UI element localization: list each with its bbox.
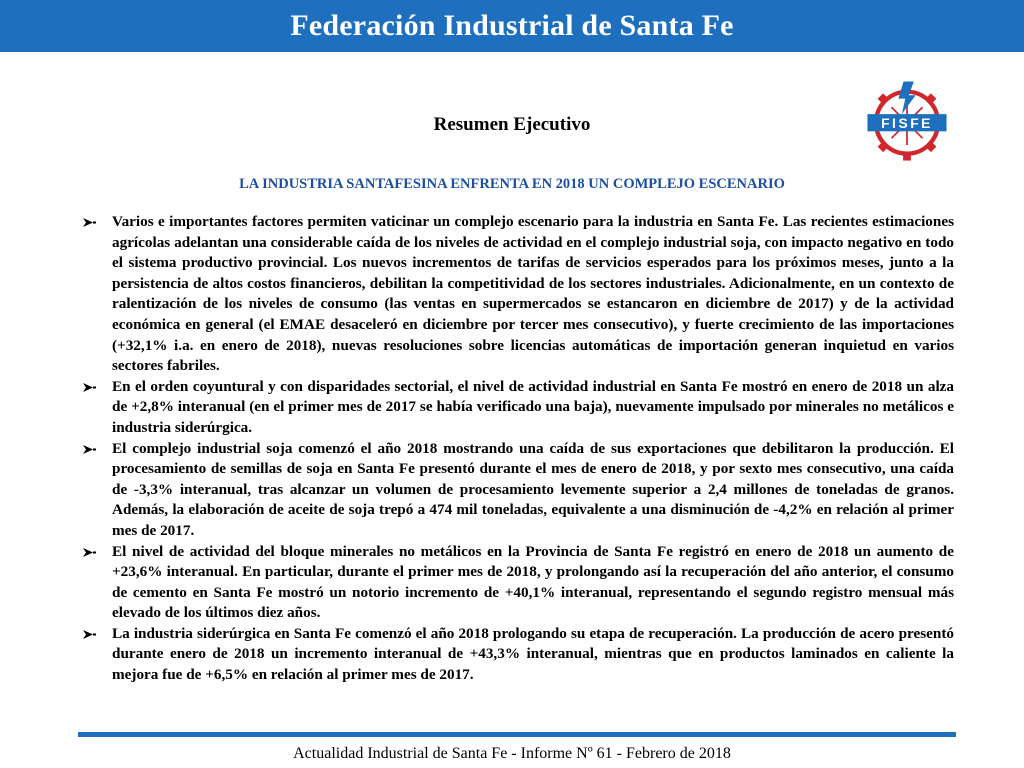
bullet-item xyxy=(80,377,954,439)
header-band xyxy=(0,0,1024,52)
arrow-bullet-icon xyxy=(82,381,98,394)
logo-wordmark: FISFE xyxy=(881,115,933,131)
arrow-bullet-icon xyxy=(82,443,98,456)
arrow-bullet-icon xyxy=(82,546,98,559)
bottom-divider xyxy=(78,732,956,737)
footer-text: Actualidad Industrial de Santa Fe - Informe Nº 61 - Febrero de 2018 xyxy=(293,745,731,762)
arrow-bullet-icon xyxy=(82,628,98,641)
bullet-item xyxy=(80,439,954,542)
headline: LA INDUSTRIA SANTAFESINA ENFRENTA EN 2018 UN COMPLEJO ESCENARIO xyxy=(239,176,785,192)
page-header-title: Federación Industrial de Santa Fe xyxy=(290,9,734,42)
summary-bullet-list xyxy=(80,212,954,686)
section-title: Resumen Ejecutivo xyxy=(433,114,591,135)
bullet-text: Varios e importantes factores permiten vaticinar un complejo escenario para la industria en Santa Fe. Las recientes estimaciones agrícolas adelantan una considerable caída de los niveles de actividad en el complejo industrial soja, con impacto negativo en todo el sistema productivo provincial. Los nuevos incrementos de tarifas de servicios esperados para los próximos meses, junto a la persistencia de altos costos financieros, debilitan la competitividad de los sectores industriales. Adicionalmente, en un contexto de ralentización de los niveles de consumo (las ventas en supermercados se estancaron en diciembre de 2017) y de la actividad económica en general (el EMAE desaceleró en diciembre por tercer mes consecutivo), y fuerte crecimiento de las importaciones (+32,1% i.a. en enero de 2018), nuevas resoluciones sobre licencias automáticas de importación generan inquietud en varios sectores fabriles. xyxy=(112,213,954,375)
bullet-text: En el orden coyuntural y con disparidades sectorial, el nivel de actividad industrial en Santa Fe mostró en enero de 2018 un alza de +2,8% interanual (en el primer mes de 2017 se había verificado una baja), nuevamente impulsado por minerales no metálicos e industria siderúrgica. xyxy=(112,377,954,436)
bullet-text: El complejo industrial soja comenzó el año 2018 mostrando una caída de sus exportaciones que debilitaron la producción. El procesamiento de semillas de soja en Santa Fe presentó durante el mes de enero de 2018, y por sexto mes consecutivo, una caída de -3,3% interanual, tras alcanzar un volumen de procesamiento levemente superior a 2,4 millones de toneladas de granos. Además, la elaboración de aceite de soja trepó a 474 mil toneladas, equivalente a una disminución de -4,2% en relación al primer mes de 2017. xyxy=(112,439,954,539)
bullet-item xyxy=(80,542,954,624)
bullet-text: El nivel de actividad del bloque minerales no metálicos en la Provincia de Santa Fe registró en enero de 2018 un aumento de +23,6% interanual. En particular, durante el primer mes de 2018, y prolongando así la recuperación del año anterior, el consumo de cemento en Santa Fe mostró un notorio incremento de +40,1% interanual, representando el segundo registro mensual más elevado de los últimos diez años. xyxy=(112,542,954,622)
bullet-item xyxy=(80,624,954,686)
arrow-bullet-icon xyxy=(82,216,98,229)
bullet-text: La industria siderúrgica en Santa Fe comenzó el año 2018 prologando su etapa de recuperación. La producción de acero presentó durante enero de 2018 un incremento interanual de +43,3% interanual, mientras que en productos laminados en caliente la mejora fue de +6,5% en relación al primer mes de 2017. xyxy=(112,624,954,684)
bullet-item xyxy=(80,212,954,377)
